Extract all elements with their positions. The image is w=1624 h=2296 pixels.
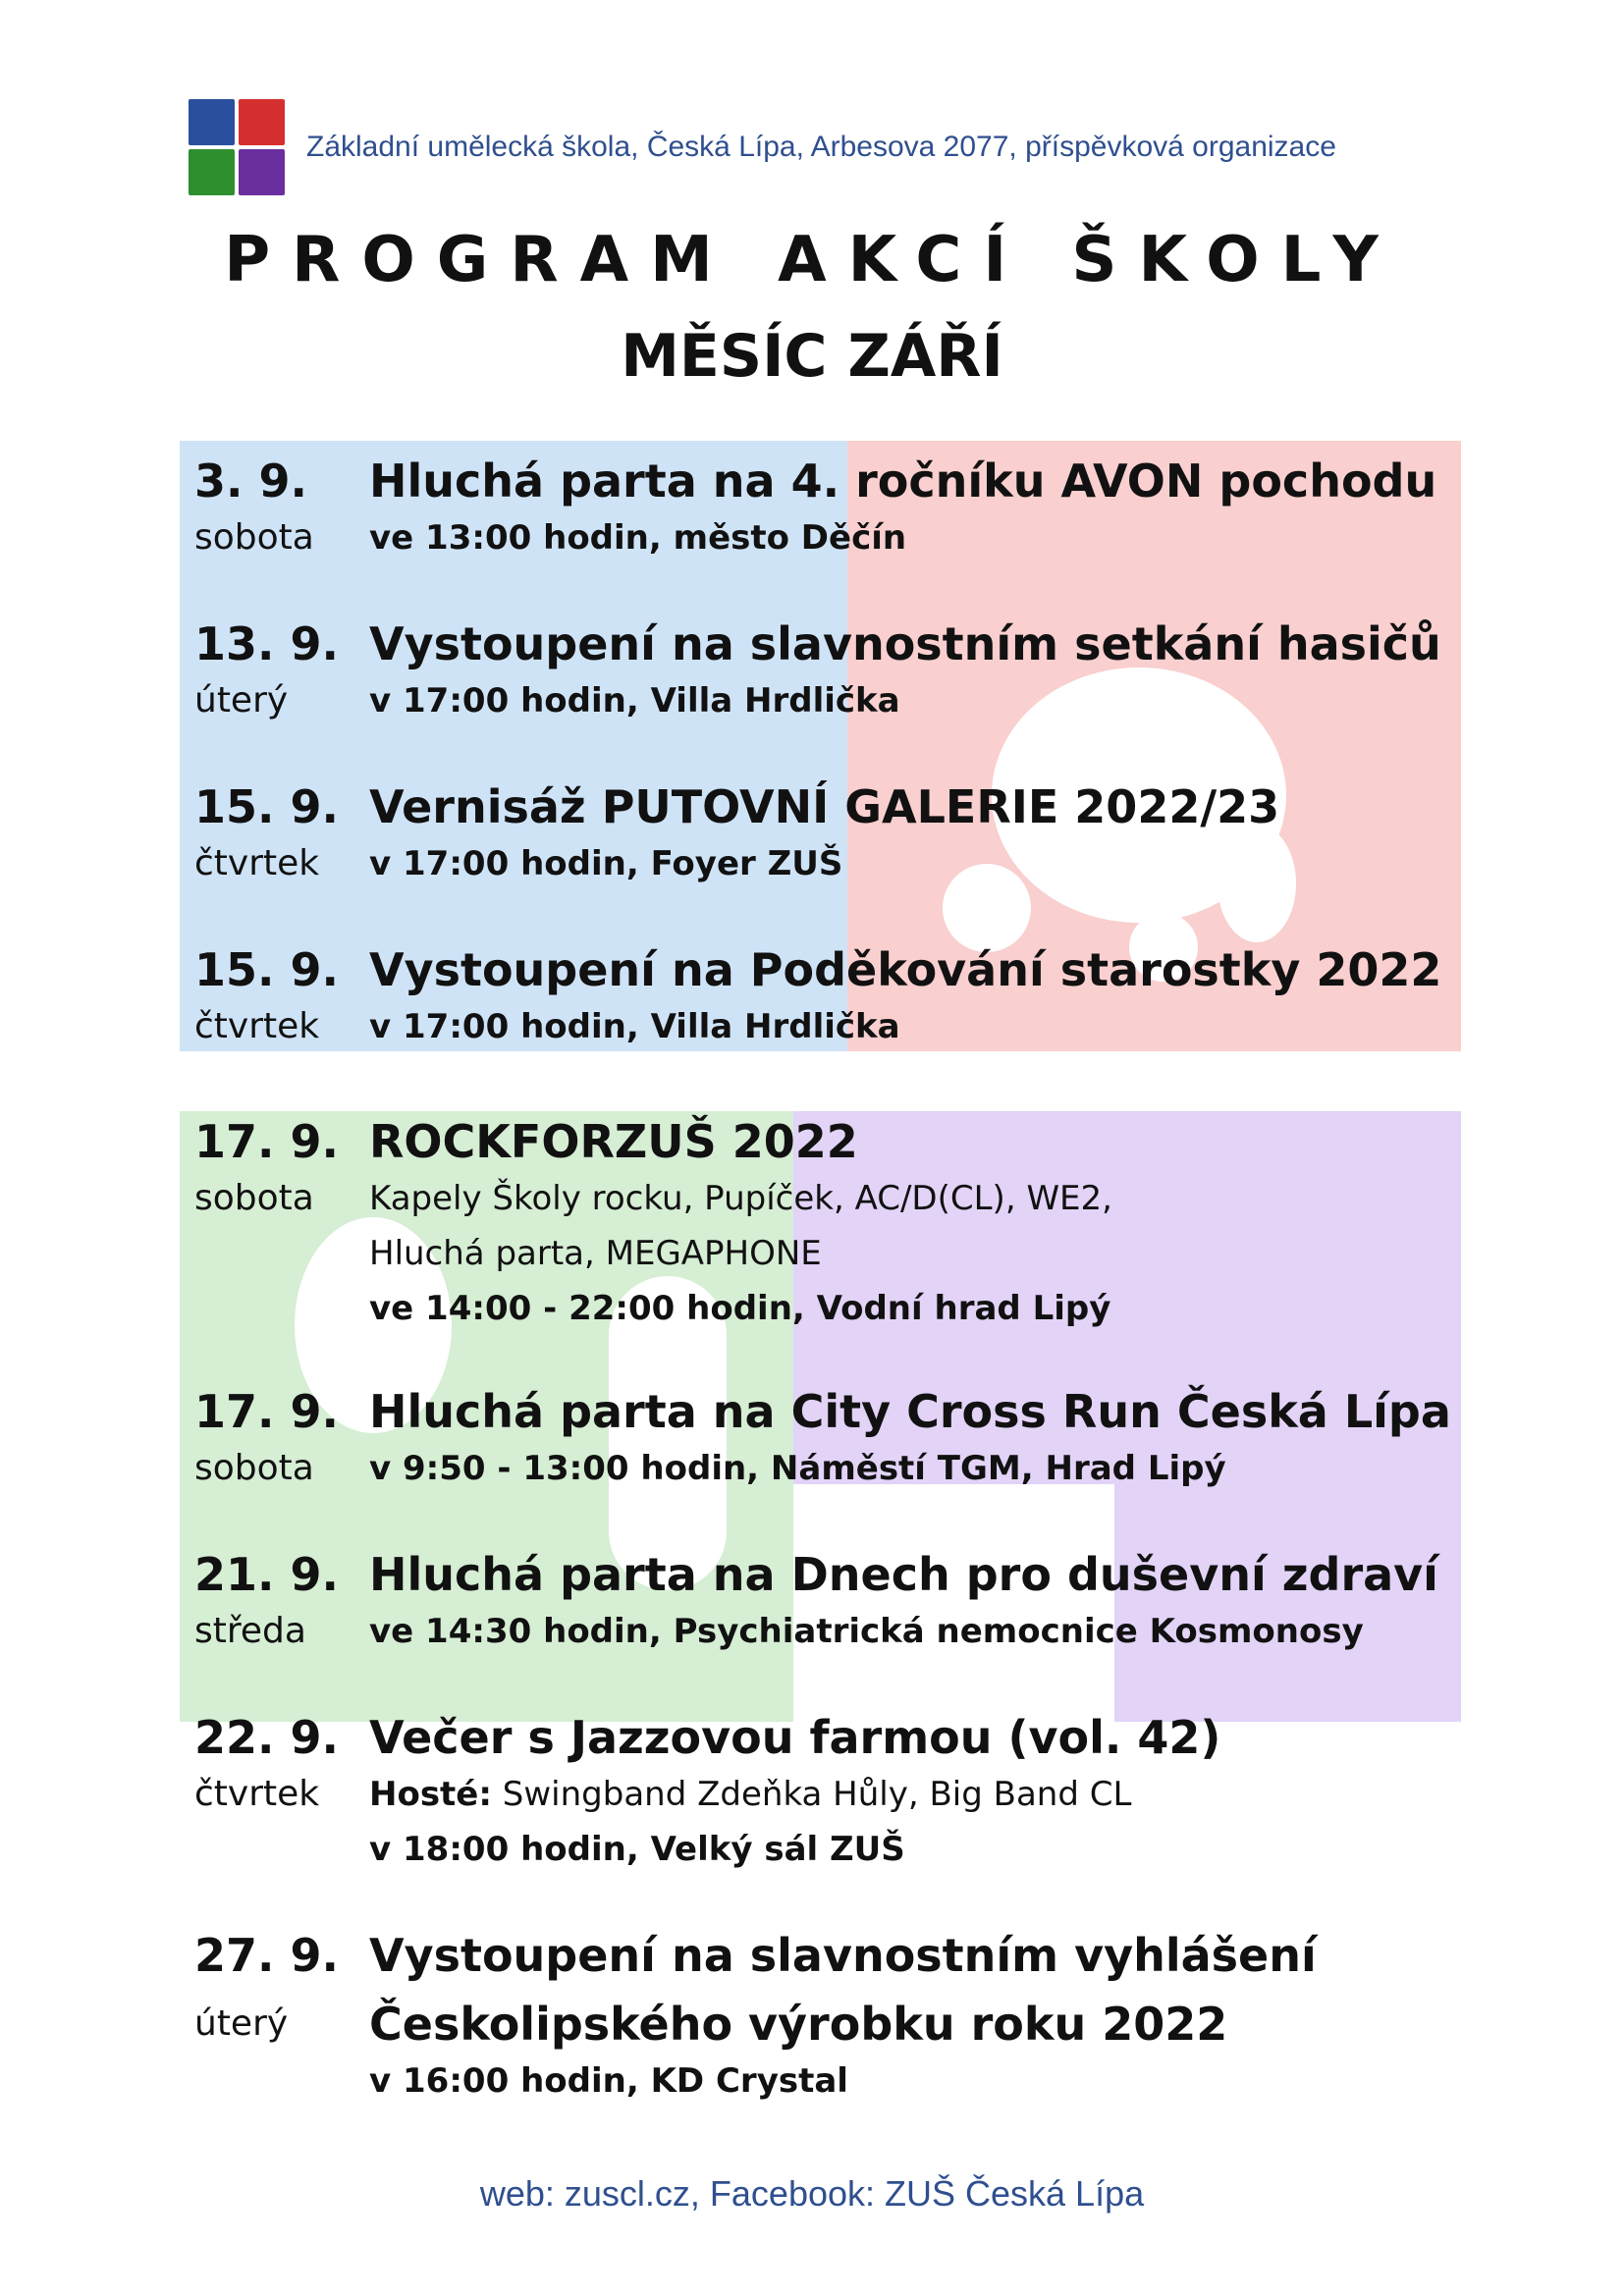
event-date: 13. 9.	[194, 617, 339, 670]
event-item	[194, 1382, 1490, 1496]
guests-label: Hosté:	[369, 1775, 492, 1814]
school-header	[189, 98, 1336, 196]
event-performers: Kapely Školy rocku, Pupíček, AC/D(CL), WE2,	[369, 1179, 1112, 1218]
event-detail: v 17:00 hodin, Villa Hrdlička	[369, 681, 900, 721]
event-item	[194, 1545, 1490, 1659]
event-guests: Swingband Zdeňka Hůly, Big Band CL	[491, 1775, 1132, 1814]
event-item	[194, 614, 1490, 728]
event-name: Vernisáž PUTOVNÍ GALERIE 2022/23	[369, 780, 1280, 833]
event-day: čtvrtek	[194, 1774, 320, 1814]
page-subtitle: MĚSÍC ZÁŘÍ	[621, 322, 1003, 391]
event-detail: v 9:50 - 13:00 hodin, Náměstí TGM, Hrad Lipý	[369, 1449, 1226, 1488]
event-item	[194, 940, 1490, 1054]
event-item	[194, 1926, 1490, 2109]
school-logo	[189, 99, 285, 195]
event-item	[194, 1112, 1490, 1336]
event-detail: ve 14:30 hodin, Psychiatrická nemocnice Kosmonosy	[369, 1612, 1364, 1651]
event-date: 27. 9.	[194, 1929, 339, 1982]
event-date: 21. 9.	[194, 1548, 339, 1601]
event-date: 22. 9.	[194, 1711, 339, 1764]
event-detail: ve 13:00 hodin, město Děčín	[369, 518, 907, 558]
event-day: úterý	[194, 680, 289, 721]
event-name: Vystoupení na slavnostním setkání hasičů	[369, 617, 1441, 670]
event-date: 17. 9.	[194, 1385, 339, 1438]
event-detail: ve 14:00 - 22:00 hodin, Vodní hrad Lipý	[369, 1289, 1111, 1328]
event-date: 3. 9.	[194, 454, 307, 507]
event-name: Vystoupení na slavnostním vyhlášení	[369, 1929, 1317, 1982]
event-day: čtvrtek	[194, 843, 320, 883]
event-name: ROCKFORZUŠ 2022	[369, 1115, 858, 1168]
event-detail: v 17:00 hodin, Foyer ZUŠ	[369, 844, 843, 883]
event-day: středa	[194, 1611, 306, 1651]
event-date: 17. 9.	[194, 1115, 339, 1168]
page-title: PROGRAM AKCÍ ŠKOLY	[224, 224, 1400, 296]
event-day: sobota	[194, 517, 314, 558]
event-day: čtvrtek	[194, 1006, 320, 1046]
event-date: 15. 9.	[194, 943, 339, 996]
event-name: Hluchá parta na 4. ročníku AVON pochodu	[369, 454, 1437, 507]
organization-name: Základní umělecká škola, Česká Lípa, Arbesova 2077, příspěvková organizace	[306, 131, 1336, 163]
event-detail: v 16:00 hodin, KD Crystal	[369, 2061, 848, 2101]
event-name: Hluchá parta na City Cross Run Česká Lípa	[369, 1385, 1451, 1438]
event-name: Večer s Jazzovou farmou (vol. 42)	[369, 1711, 1221, 1764]
event-detail: v 18:00 hodin, Velký sál ZUŠ	[369, 1830, 905, 1869]
event-name: Vystoupení na Poděkování starostky 2022	[369, 943, 1442, 996]
event-performers: Hluchá parta, MEGAPHONE	[369, 1234, 822, 1273]
event-date: 15. 9.	[194, 780, 339, 833]
event-day: úterý	[194, 2003, 289, 2044]
event-item	[194, 1708, 1490, 1877]
event-day: sobota	[194, 1178, 314, 1218]
event-item	[194, 777, 1490, 891]
event-name: Hluchá parta na Dnech pro duševní zdraví	[369, 1548, 1438, 1601]
event-detail: v 17:00 hodin, Villa Hrdlička	[369, 1007, 900, 1046]
event-day: sobota	[194, 1448, 314, 1488]
footer-contact: web: zuscl.cz, Facebook: ZUŠ Česká Lípa	[479, 2173, 1145, 2214]
event-name-line2: Českolipského výrobku roku 2022	[369, 1998, 1228, 2051]
event-item	[194, 452, 1490, 565]
